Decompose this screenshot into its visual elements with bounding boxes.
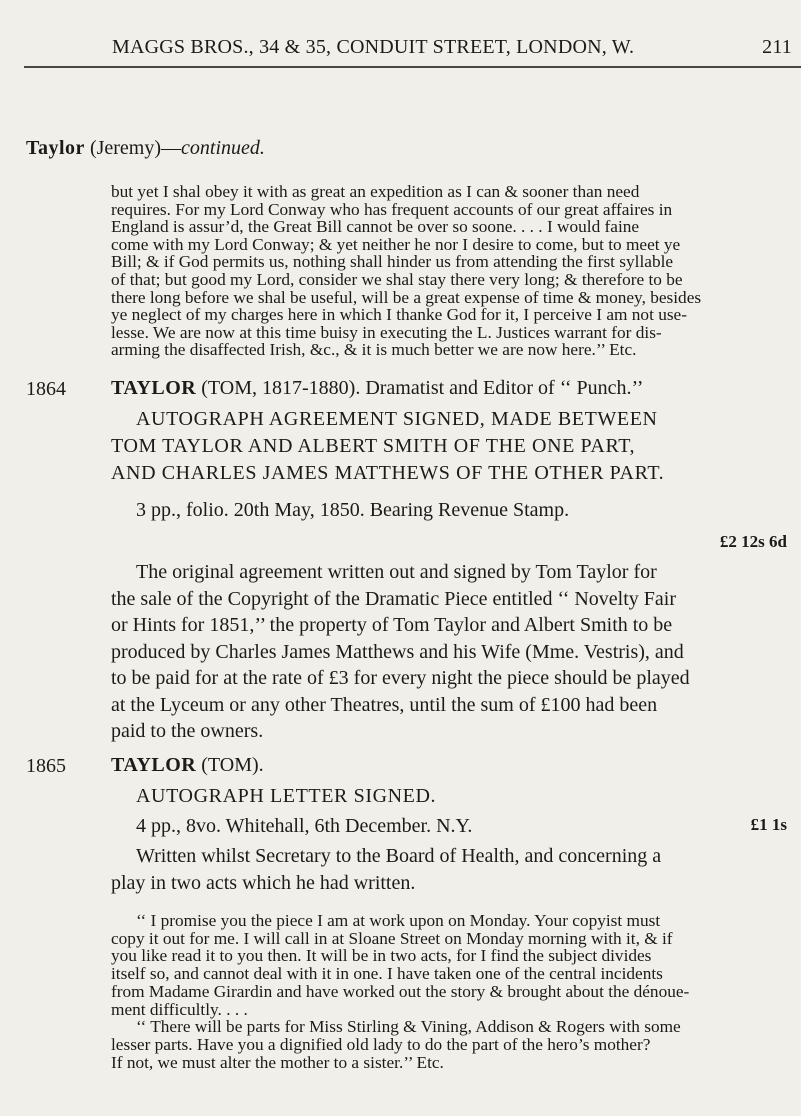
lot-heading — [111, 753, 264, 778]
lot-price: £2 12s 6d — [719, 532, 787, 551]
text-line: ment difficultly. . . . — [111, 999, 248, 1019]
text-line: AUTOGRAPH LETTER SIGNED. — [136, 785, 437, 807]
text-line: Written whilst Secretary to the Board of Health, and concerning a — [136, 845, 662, 867]
text-line: copy it out for me. I will call in at Sloane Street on Monday morning with it, & if — [111, 928, 673, 948]
continued-label: continued. — [181, 137, 265, 159]
text-line: at the Lyceum or any other Theatres, until the sum of £100 had been — [111, 693, 658, 716]
lot-name: TAYLOR — [111, 377, 197, 399]
text-line: The original agreement written out and signed by Tom Taylor for — [136, 561, 657, 583]
header-line — [112, 36, 792, 59]
text-line: ‘‘ I promise you the piece I am at work upon on Monday. Your copyist must — [136, 911, 661, 930]
continued-heading — [26, 136, 265, 161]
text-line: requires. For my Lord Conway who has frequent accounts of our great affaires in — [111, 199, 673, 219]
text-line: If not, we must alter the mother to a sister.’’ Etc. — [111, 1052, 444, 1072]
text-line: Bill; & if God permits us, nothing shall hinder us from attending the first syllable — [111, 252, 674, 272]
lot-details: 4 pp., 8vo. Whitehall, 6th December. N.Y. — [136, 815, 473, 837]
text-line: of that; but good my Lord, consider we shal stay there very long; & therefore to be — [111, 270, 683, 289]
lot-price: £1 1s — [750, 815, 787, 834]
lot-details: 3 pp., folio. 20th May, 1850. Bearing Revenue Stamp. — [136, 499, 570, 521]
text-line: you like read it to you then. It will be in two acts, for I find the subject divides — [111, 946, 652, 966]
text-line: the sale of the Copyright of the Dramatic Piece entitled ‘‘ Novelty Fair — [111, 587, 677, 610]
text-line: AND CHARLES JAMES MATTHEWS OF THE OTHER PART. — [111, 462, 665, 484]
text-line: produced by Charles James Matthews and his Wife (Mme. Vestris), and — [111, 640, 684, 663]
text-line: but yet I shal obey it with as great an expedition as I can & sooner than need — [111, 182, 640, 201]
text-line: from Madame Girardin and have worked out the story & brought about the dénoue- — [111, 981, 690, 1001]
text-line: to be paid for at the rate of £3 for every night the piece should be played — [111, 667, 690, 689]
continued-name-rest: (Jeremy)— — [89, 137, 182, 159]
text-line: paid to the owners. — [111, 720, 264, 742]
text-line: ‘‘ There will be parts for Miss Stirling & Vining, Addison & Rogers with some — [136, 1017, 681, 1037]
text-line: play in two acts which he had written. — [111, 871, 416, 894]
lot-name: TAYLOR — [111, 754, 197, 776]
header-rule — [24, 66, 801, 68]
text-line: there long before we shal be useful, will be a great expense of time & money, besides — [111, 287, 702, 307]
text-line: ye neglect of my charges here in which I thanke God for it, I perceive I am not use- — [111, 305, 687, 325]
lot-name-rest: (TOM, 1817-1880). Dramatist and Editor of ‘‘ Punch.’’ — [201, 377, 644, 399]
text-line: England is assur’d, the Great Bill cannot be over so soone. . . . I would faine — [111, 217, 640, 237]
text-line: lesser parts. Have you a dignified old lady to do the part of the hero’s mother? — [111, 1034, 651, 1054]
lot-number: 1864 — [26, 378, 66, 400]
text-line: lesse. We are now at this time buisy in executing the L. Justices warrant for dis- — [111, 322, 662, 342]
running-head-text: MAGGS BROS., 34 & 35, CONDUIT STREET, LONDON, W. — [112, 36, 635, 58]
text-line: itself so, and cannot deal with it in one. I have taken one of the central incidents — [111, 964, 663, 984]
lot-heading — [111, 376, 643, 401]
continued-author: Taylor — [26, 137, 85, 159]
text-line: AUTOGRAPH AGREEMENT SIGNED, MADE BETWEEN — [136, 408, 658, 430]
text-line: arming the disaffected Irish, &c., & it is much better we are now here.’’ Etc. — [111, 340, 637, 360]
text-line: or Hints for 1851,’’ the property of Tom Taylor and Albert Smith to be — [111, 614, 673, 636]
page-number: 211 — [762, 36, 792, 58]
lot-name-rest: (TOM). — [201, 754, 264, 776]
lot-number: 1865 — [26, 755, 66, 777]
text-line: TOM TAYLOR AND ALBERT SMITH OF THE ONE PART, — [111, 435, 636, 457]
text-line: come with my Lord Conway; & yet neither he nor I desire to come, but to meet ye — [111, 234, 681, 254]
